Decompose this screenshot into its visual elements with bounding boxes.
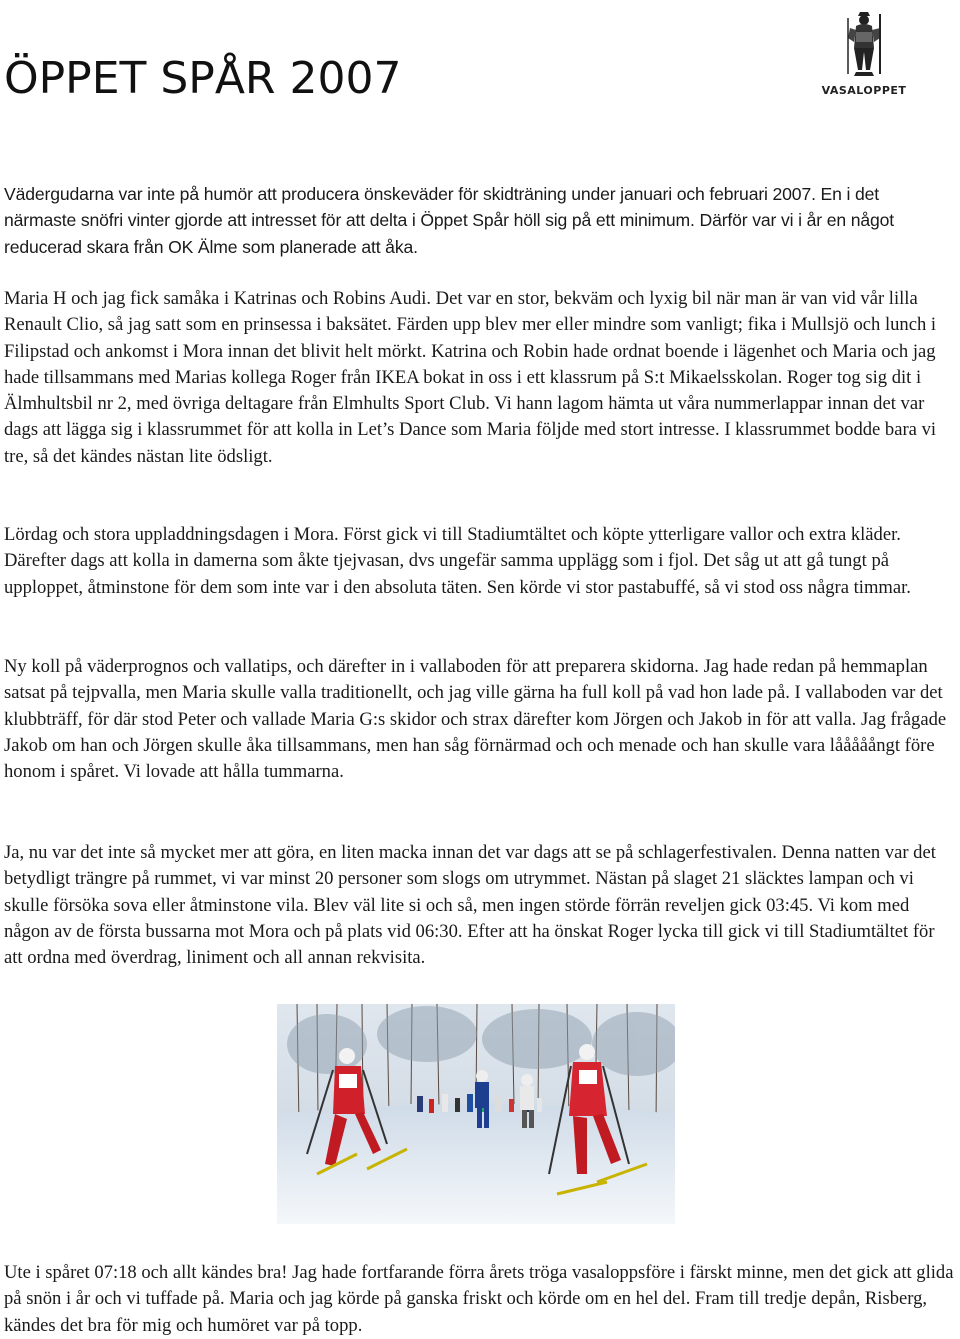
paragraph-evening: Ja, nu var det inte så mycket mer att göra, en liten macka innan det var dags att se på schlagerfestivalen. Denna natten var det betydligt trängre på rummet, vi var minst 20 personer som slogs om utrymmet. Nästan på slaget 21 släcktes lampan och vi skulle försöka sova eller åtminstone vila. Blev väl lite si och så, men ingen störde förrän reveljen gick 03:45. Vi kom med någon av de första bussarna mot Mora och på plats vid 06:30. Efter att ha önskat Roger lycka till gick vi till Stadiumtältet för att ordna med överdrag, liniment och all annan rekvisita. <box>4 842 936 969</box>
paragraph-waxing: Ny koll på väderprognos och vallatips, och därefter in i vallaboden för att preparera skidorna. Jag hade redan på hemmaplan satsat på tejpvalla, men Maria skulle valla traditionellt, och jag ville gärna ha full koll på vad hon lade på. I vallaboden var det klubbträff, för där stod Peter och vallade Maria G:s skidor och strax därefter kom Jörgen och Jakob in för att valla. Jag frågade Jakob om han och Jörgen skulle åka tillsammans, men han såg förnärmad och och menade och han skulle vara lååååångt före honom i spåret. Vi lovade att hålla tummarna. <box>4 656 947 783</box>
logo-text: VASALOPPET <box>821 84 907 97</box>
paragraph-race-start: Ute i spåret 07:18 och allt kändes bra! Jag hade fortfarande förra årets tröga vasaloppsföre i färskt minne, men det gick att glida på snön i år och vi tuffade på. Maria och jag körde på ganska friskt och körde om en hel del. Fram till tredje depån, Risberg, kändes det bra för mig och humöret var på topp. <box>4 1262 954 1336</box>
paragraph-travel: Maria H och jag fick samåka i Katrinas och Robins Audi. Det var en stor, bekväm och lyxig bil när man är van vid vår lilla Renault Clio, så jag satt som en prinsessa i baksätet. Färden upp blev mer eller mindre som vanligt; fika i Mullsjö och lunch i Filipstad och ankomst i Mora innan det blivit helt mörkt. Katrina och Robin hade ordnat boende i lägenhet och Maria och jag hade tillsammans med Marias kollega Roger från IKEA bokat in oss i ett klassrum på S:t Mikaelsskolan. Roger tog sig dit i Älmhultsbil nr 2, med övriga deltagare från Elmhults Sport Club. Vi hann lagom hämta ut våra nummerlappar innan det var dags att lägga sig i klassrummet för att kolla in Let’s Dance som Maria följde med stort intresse. I klassrummet bodde bara vi tre, så det kändes nästan lite ödsligt. <box>4 288 937 467</box>
skier-logo-icon <box>814 8 914 84</box>
paragraph-saturday: Lördag och stora uppladdningsdagen i Mora. Först gick vi till Stadiumtältet och köpte ytterligare vallor och extra kläder. Därefter dags att kolla in damerna som åkte tjejvasan, dvs ungefär samma upplägg som i fjol. Det såg ut att gå tungt på upploppet, åtminstone för dem som inte var i den absoluta täten. Sen körde vi stor pastabuffé, så vi stod oss några timmar. <box>4 524 911 598</box>
page-title: ÖPPET SPÅR 2007 <box>4 53 402 104</box>
vasaloppet-logo <box>814 8 914 100</box>
skiers-racing-photo <box>277 1004 675 1224</box>
paragraph-intro: Vädergudarna var inte på humör att producera önskeväder för skidträning under januari och februari 2007. En i det närmaste snöfri vinter gjorde att intresset för att delta i Öppet Spår höll sig på ett minimum. Därför var vi i år en något reducerad skara från OK Älme som planerade att åka. <box>4 184 894 257</box>
